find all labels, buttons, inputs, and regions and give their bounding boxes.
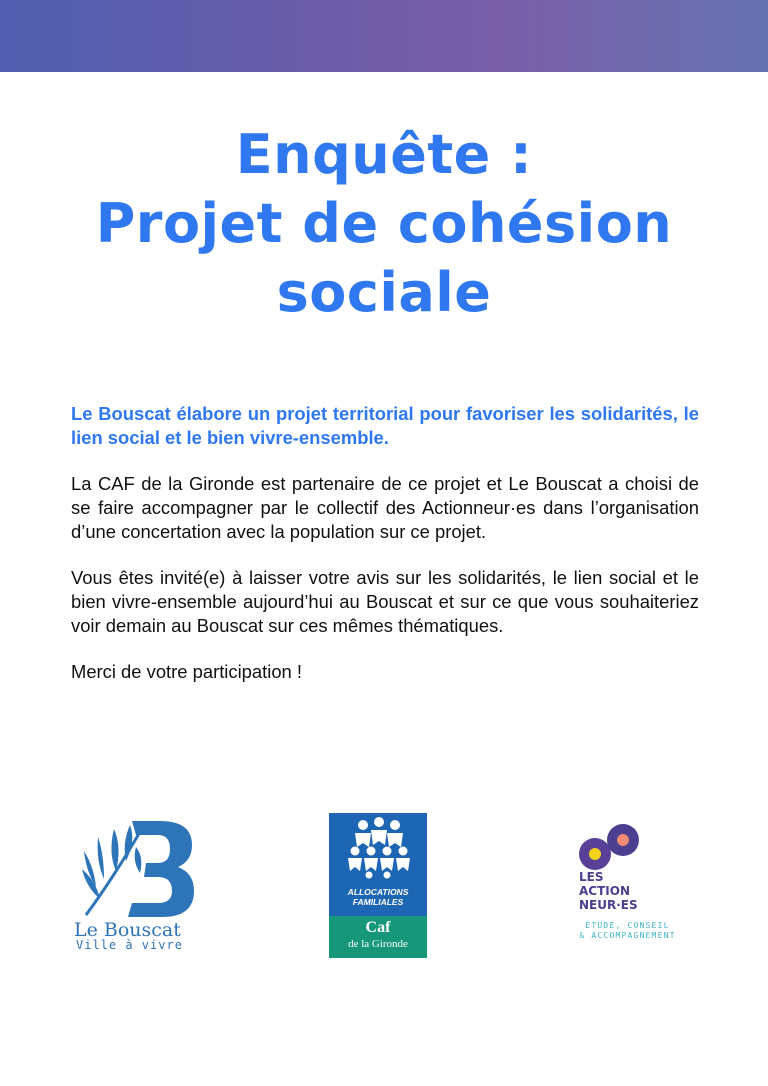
- actionneurs-logo: [555, 822, 700, 952]
- actionneurs-name-line-1: LES: [579, 870, 604, 884]
- caf-family-figures-icon: [329, 815, 427, 887]
- caf-region: de la Gironde: [348, 938, 408, 950]
- actionneurs-name-line-3: NEUR·ES: [579, 898, 638, 912]
- caf-alloc-line-2: FAMILIALES: [352, 897, 404, 907]
- paragraph-partnership: La CAF de la Gironde est partenaire de ce projet et Le Bouscat a choisi de se faire accompagner par le collectif des Actionneur·es dans l’organisation d’une concertation avec la population sur ce projet.: [71, 473, 699, 542]
- bouscat-name: Le Bouscat: [74, 919, 181, 941]
- bouscat-tagline: Ville à vivre: [76, 938, 183, 952]
- page-title: [0, 120, 768, 327]
- actionneurs-name: [579, 870, 689, 912]
- header-band: [0, 0, 768, 72]
- actionneurs-tag-line-1: ÉTUDE, CONSEIL: [585, 921, 670, 930]
- caf-logo-top: [329, 813, 427, 916]
- caf-alloc-line-1: ALLOCATIONS: [347, 887, 409, 897]
- lead-paragraph: Le Bouscat élabore un projet territorial pour favoriser les solidarités, le lien social et le bien vivre-ensemble.: [71, 403, 699, 448]
- caf-logo-bottom: [329, 916, 427, 958]
- actionneurs-name-line-2: ACTION: [579, 884, 630, 898]
- actionneurs-tagline: [555, 921, 700, 941]
- title-line-3: sociale: [276, 261, 492, 324]
- actionneurs-tag-line-2: & ACCOMPAGNEMENT: [579, 931, 676, 940]
- actionneurs-circles-icon: [579, 822, 639, 872]
- title-line-1: Enquête :: [235, 123, 533, 186]
- caf-logo: [329, 813, 427, 958]
- le-bouscat-logo: [74, 817, 196, 957]
- paragraph-invitation: Vous êtes invité(e) à laisser votre avis sur les solidarités, le lien social et le bien vivre-ensemble aujourd’hui au Bouscat et sur ce que vous souhaiteriez voir demain au Bouscat sur ces mêmes thématiques.: [71, 567, 699, 636]
- caf-alloc-text: [329, 887, 427, 907]
- caf-name: Caf: [365, 919, 391, 936]
- paragraph-thanks: Merci de votre participation !: [71, 661, 303, 682]
- title-line-2: Projet de cohésion: [95, 192, 673, 255]
- bouscat-emblem-icon: [74, 817, 196, 922]
- body-text: [71, 402, 699, 706]
